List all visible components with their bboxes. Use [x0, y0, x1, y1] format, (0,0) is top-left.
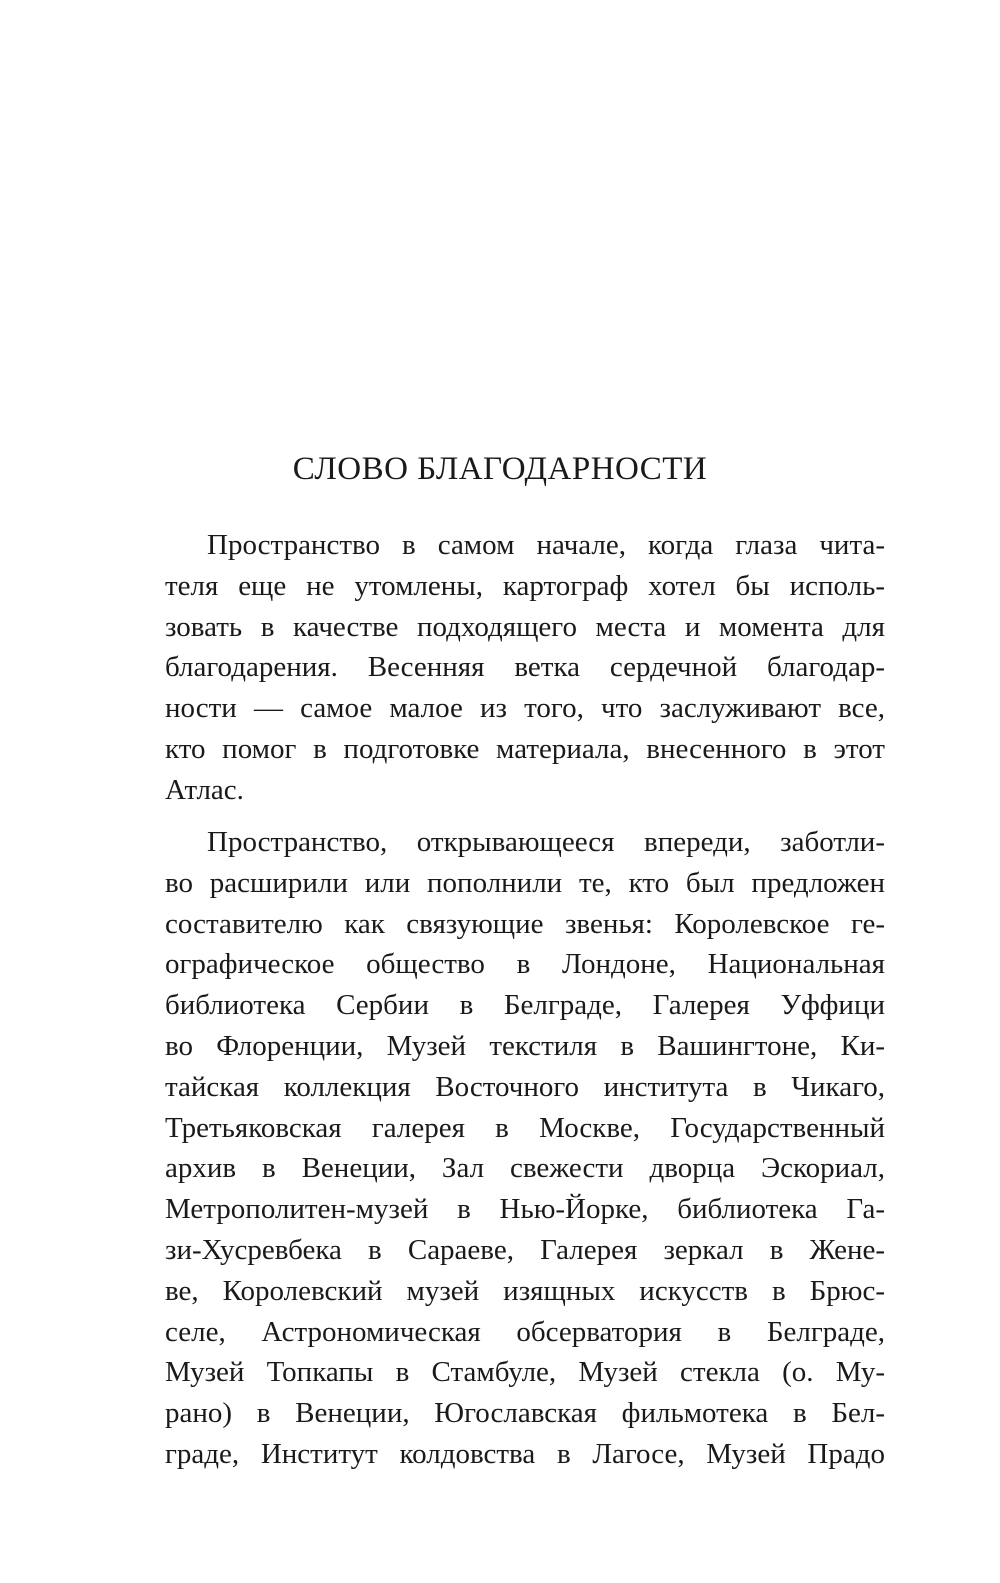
text-line: архив в Венеции, Зал свежести дворца Эскориал, [165, 1152, 885, 1185]
text-line: ве, Королевский музей изящных искусств в Брюс- [165, 1274, 885, 1307]
text-line: рано) в Венеции, Югославская фильмотека в Бел- [165, 1397, 885, 1430]
text-line: составителю как связующие звенья: Королевское ге- [165, 907, 885, 940]
text-line: кто помог в подготовке материала, внесенного в этот [165, 732, 885, 765]
text-line: благодарения. Весенняя ветка сердечной благодар- [165, 651, 885, 684]
text-line: библиотека Сербии в Белграде, Галерея Уффици [165, 989, 885, 1022]
text-line: во расширили или пополнили те, кто был предложен [165, 866, 885, 899]
text-line: Пространство в самом начале, когда глаза чита- [207, 529, 885, 561]
text-line: Пространство, открывающееся впереди, заботли- [207, 826, 885, 858]
paragraph-1 [165, 525, 885, 811]
text-line: граде, Институт колдовства в Лагосе, Музей Прадо [165, 1437, 885, 1470]
text-line: зи-Хусревбека в Сараеве, Галерея зеркал в Жене- [165, 1233, 885, 1266]
paragraph-2 [165, 822, 885, 1475]
text-line: ографическое общество в Лондоне, Национальная [165, 948, 885, 981]
text-line: тайская коллекция Восточного института в Чикаго, [165, 1070, 885, 1103]
text-line: ности — самое малое из того, что заслуживают все, [165, 692, 885, 725]
text-line: Метрополитен-музей в Нью-Йорке, библиотека Га- [165, 1193, 885, 1226]
text-line: селе, Астрономическая обсерватория в Белграде, [165, 1315, 885, 1348]
text-line: Третьяковская галерея в Москве, Государственный [165, 1111, 885, 1144]
text-line: зовать в качестве подходящего места и момента для [165, 610, 885, 643]
text-line: теля еще не утомлены, картограф хотел бы исполь- [165, 569, 885, 602]
text-line: во Флоренции, Музей текстиля в Вашингтоне, Ки- [165, 1029, 885, 1062]
text-line: Атлас. [165, 773, 244, 806]
text-line: Музей Топкапы в Стамбуле, Музей стекла (о. Му- [165, 1356, 885, 1389]
chapter-heading: СЛОВО БЛАГОДАРНОСТИ [292, 451, 708, 487]
